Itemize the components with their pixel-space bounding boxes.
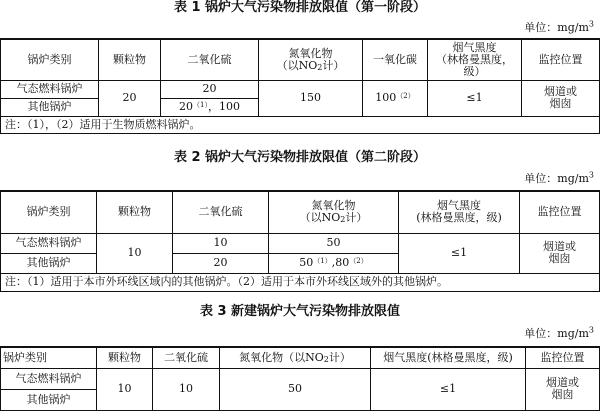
table1-title: 表 1 锅炉大气污染物排放限值（第一阶段） [173, 0, 427, 15]
t3-header-nox: 氮氧化物（以NO2计） [220, 347, 371, 368]
t1-co-value: $100^{(2)}$ [363, 80, 428, 116]
t1-header-so2: 二氧化硫 [161, 39, 259, 80]
t1-nox-value: 150 [259, 80, 363, 116]
t3-header-smoke: 烟气黑度(林格曼黑度，级) [371, 347, 526, 368]
table3 [0, 346, 600, 411]
table3-title: 表 3 新建锅炉大气污染物排放限值 [199, 304, 401, 319]
t2-nox-gas-value: 50 [269, 233, 399, 253]
t1-smoke-value: ≤1 [428, 80, 522, 116]
t3-particulate-value: 10 [97, 368, 153, 410]
t2-row-other-label: 其他锅炉 [1, 253, 97, 273]
t1-header-nox: 氮氧化物 （以NO2计） [259, 39, 363, 80]
t2-header-monitor-location: 监控位置 [520, 191, 600, 233]
t2-location-value: 烟道或 烟囱 [520, 233, 600, 273]
t3-so2-value: 10 [153, 368, 220, 410]
t3-nox-value: 50 [220, 368, 371, 410]
t1-particulate-value: 20 [99, 80, 161, 116]
t3-location-value: 烟道或 烟囱 [526, 368, 600, 410]
t1-row-gas-label: 气态燃料锅炉 [1, 80, 99, 98]
t1-header-co: 一氧化碳 [363, 39, 428, 80]
t3-header-so2: 二氧化硫 [153, 347, 220, 368]
t3-header-particulate: 颗粒物 [97, 347, 153, 368]
t3-row-gas-label: 气态燃料锅炉 [1, 368, 97, 389]
table1 [0, 38, 600, 134]
t1-header-monitor-location: 监控位置 [522, 39, 600, 80]
t1-location-value: 烟道或 烟囱 [522, 80, 600, 116]
table1-unit: 单位：$mg/m^3$ [524, 19, 594, 34]
t1-header-particulate: 颗粒物 [99, 39, 161, 80]
table2 [0, 190, 600, 292]
t2-header-particulate: 颗粒物 [97, 191, 173, 233]
table3-unit: 单位：$mg/m^3$ [524, 325, 594, 340]
t2-smoke-value: ≤1 [399, 233, 520, 273]
t2-header-nox: 氮氧化物 （以NO2计） [269, 191, 399, 233]
t2-so2-other-value: 20 [173, 253, 269, 273]
t1-note: 注：（1），（2）适用于生物质燃料锅炉。 [1, 116, 600, 133]
table2-title: 表 2 锅炉大气污染物排放限值（第二阶段） [173, 150, 427, 165]
t3-header-monitor-location: 监控位置 [526, 347, 600, 368]
t2-header-so2: 二氧化硫 [173, 191, 269, 233]
table2-unit: 单位：$mg/m^3$ [524, 170, 594, 185]
t2-nox-other-value: $50^{(1)},80^{(2)}$ [269, 253, 399, 273]
t1-so2-gas-value: 20 [161, 80, 259, 98]
t2-header-smoke: 烟气黑度 (林格曼黑度，级) [399, 191, 520, 233]
t3-smoke-value: ≤1 [371, 368, 526, 410]
t1-header-boiler-type: 锅炉类别 [1, 39, 99, 80]
t2-row-gas-label: 气态燃料锅炉 [1, 233, 97, 253]
t2-so2-gas-value: 10 [173, 233, 269, 253]
t2-note: 注：（1）适用于本市外环线区域内的其他锅炉。（2）适用于本市外环线区域外的其他锅炉。 [1, 273, 600, 291]
t3-header-boiler-type: 锅炉类别 [1, 347, 97, 368]
t1-header-smoke: 烟气黑度 （林格曼黑度，级） [428, 39, 522, 80]
t1-so2-other-value: $20^{(1)}$，100 [161, 98, 259, 116]
t3-row-other-label: 其他锅炉 [1, 389, 97, 410]
t1-row-other-label: 其他锅炉 [1, 98, 99, 116]
t2-header-boiler-type: 锅炉类别 [1, 191, 97, 233]
t2-particulate-value: 10 [97, 233, 173, 273]
